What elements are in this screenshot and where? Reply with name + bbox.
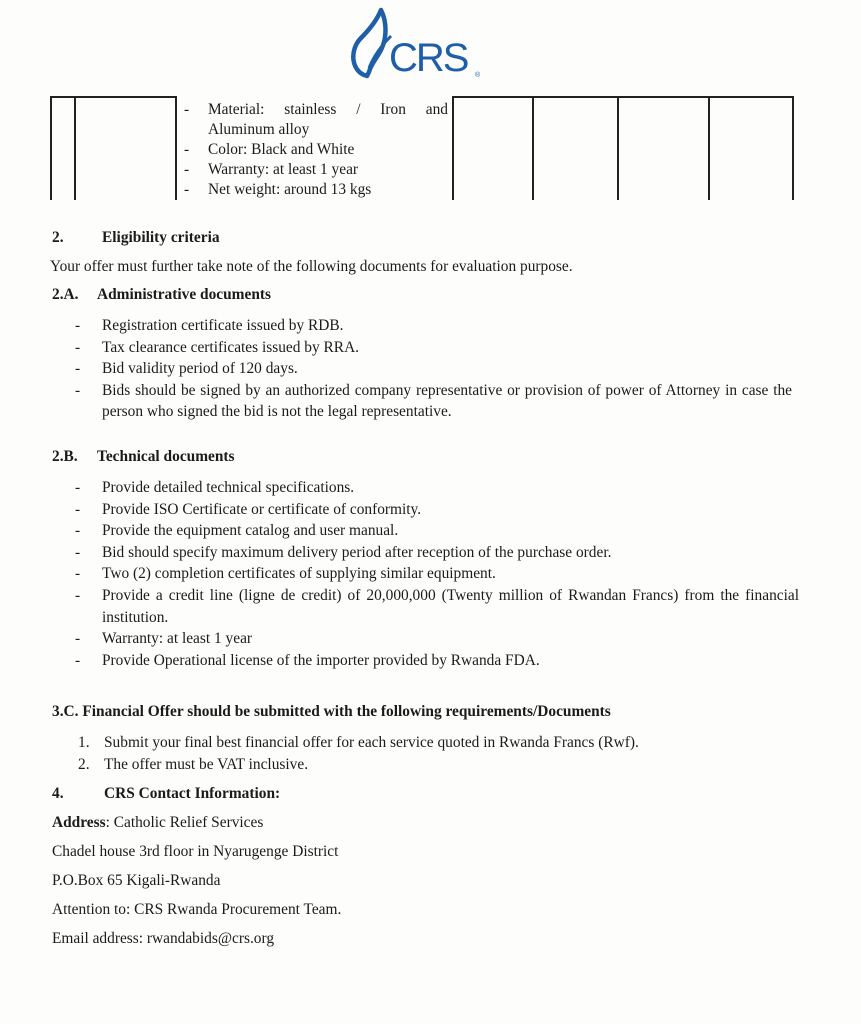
dash-bullet: - (75, 338, 81, 356)
table-col-line (452, 96, 454, 200)
table-col-line (708, 96, 710, 200)
section-title: CRS Contact Information: (104, 785, 281, 802)
crs-logo-text: CRS (389, 36, 468, 80)
list-number: 2. (78, 755, 90, 773)
registered-mark: ® (475, 72, 481, 79)
list-item (75, 520, 799, 542)
table-col-line (792, 96, 794, 200)
section-3c-heading: 3.C. Financial Offer should be submitted with the following requirements/Documents (52, 703, 611, 720)
list-item-text: Warranty: at least 1 year (102, 630, 253, 648)
dash-bullet: - (75, 543, 81, 561)
list-item-text: Provide a credit line (ligne de credit) of 20,000,000 (Twenty million of Rwandan Francs) from the financial institution. (102, 586, 799, 626)
address-label: Address (52, 814, 106, 831)
crs-logo (347, 6, 487, 86)
contact-line-building: Chadel house 3rd floor in Nyarugenge District (52, 843, 339, 860)
dash-bullet: - (75, 360, 81, 378)
table-col-line (532, 96, 534, 200)
list-item (75, 380, 792, 423)
list-item-text: Bids should be signed by an authorized company representative or provision of power of Attorney in case the person who signed the bid is not the legal representative. (102, 381, 792, 421)
dash-bullet: - (75, 317, 81, 334)
dash-bullet: - (75, 651, 81, 669)
dash-bullet: - (75, 381, 81, 399)
list-item-text: Registration certificate issued by RDB. (102, 317, 344, 334)
list-item (78, 732, 639, 754)
list-item (75, 585, 799, 628)
contact-line-pobox: P.O.Box 65 Kigali-Rwanda (52, 872, 221, 889)
spec-word: and (425, 101, 448, 118)
spec-list (182, 100, 448, 200)
list-item (78, 754, 639, 776)
financial-offer-list (78, 732, 639, 775)
dash-bullet: - (75, 586, 81, 604)
technical-docs-list (75, 477, 799, 671)
section-number: 2.A. (52, 286, 79, 303)
list-item (75, 477, 799, 499)
table-col-line (50, 96, 52, 200)
dash-bullet: - (75, 500, 81, 518)
section-2b-heading (52, 448, 235, 466)
section-title: Eligibility criteria (102, 229, 220, 246)
section-4-heading (52, 785, 281, 803)
section-number: 2.B. (52, 448, 78, 465)
table-col-line (74, 96, 76, 200)
section-title: Administrative documents (97, 286, 271, 303)
spec-material-line-2: Aluminum alloy (208, 121, 310, 138)
spec-word: - Material: (208, 101, 265, 118)
dash-bullet: - (75, 630, 81, 648)
spec-item-color: - Color: Black and White (182, 140, 448, 160)
list-item (75, 315, 796, 337)
contact-address (52, 813, 263, 833)
list-item-text: Bid validity period of 120 days. (102, 360, 298, 378)
list-item (75, 563, 799, 585)
list-item-text: Submit your final best financial offer for each service quoted in Rwanda Francs (Rwf). (104, 734, 639, 751)
spec-word: Iron (380, 101, 406, 118)
spec-item-material (182, 100, 448, 140)
section-2-heading (52, 229, 220, 247)
list-item (75, 542, 799, 564)
table-border-top-left (50, 96, 175, 98)
spec-material-line (208, 100, 448, 120)
address-value: : Catholic Relief Services (105, 814, 264, 831)
list-item-text: Bid should specify maximum delivery period after reception of the purchase order. (102, 543, 612, 561)
section-2a-heading (52, 286, 271, 304)
dash-bullet: - (75, 479, 81, 496)
list-item (75, 628, 799, 650)
section-number: 2. (52, 229, 64, 246)
list-item (75, 650, 799, 672)
dash-bullet: - (75, 522, 81, 540)
list-item (75, 358, 796, 380)
list-item (75, 499, 799, 521)
contact-line-attention: Attention to: CRS Rwanda Procurement Team. (52, 901, 342, 918)
section-2-intro: Your offer must further take note of the following documents for evaluation purpose. (50, 258, 573, 275)
section-title: Technical documents (97, 448, 235, 465)
contact-line-email: Email address: rwandabids@crs.org (52, 930, 275, 947)
list-item-text: The offer must be VAT inclusive. (104, 755, 309, 773)
section-number: 4. (52, 785, 64, 802)
dash-bullet: - (75, 565, 81, 583)
admin-docs-list (75, 315, 796, 423)
list-item (75, 337, 796, 359)
list-item-text: Provide detailed technical specifications. (102, 479, 355, 496)
spec-item-warranty: - Warranty: at least 1 year (182, 160, 448, 180)
list-item-text: Provide ISO Certificate or certificate of conformity. (102, 500, 422, 518)
spec-word: stainless (284, 101, 337, 118)
list-item-text: Tax clearance certificates issued by RRA. (102, 338, 360, 356)
spec-word: / (356, 101, 361, 118)
table-border-top-right (452, 96, 794, 98)
list-item-text: Two (2) completion certificates of supplying similar equipment. (102, 565, 496, 583)
list-item-text: Provide Operational license of the importer provided by Rwanda FDA. (102, 651, 540, 669)
list-number: 1. (78, 734, 90, 751)
spec-item-weight: - Net weight: around 13 kgs (182, 180, 448, 200)
table-col-line (175, 96, 177, 200)
table-col-line (617, 96, 619, 200)
list-item-text: Provide the equipment catalog and user manual. (102, 522, 399, 540)
